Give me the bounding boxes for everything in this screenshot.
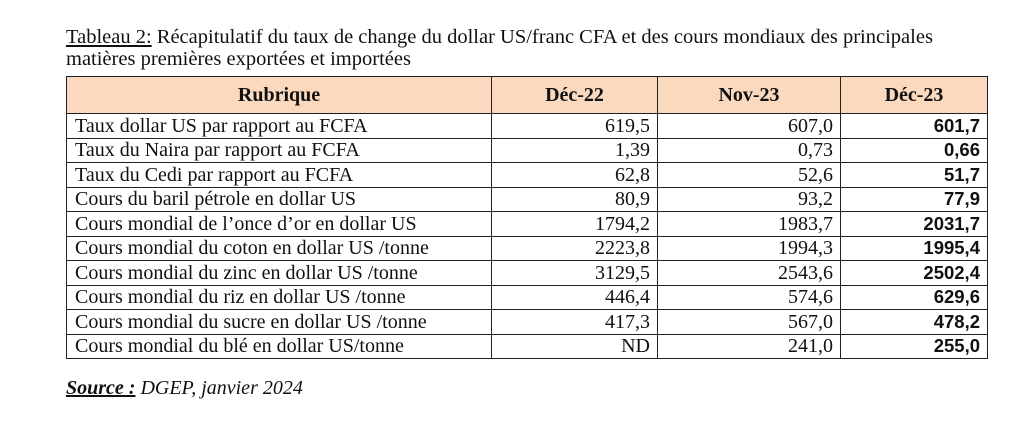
- caption-label: Tableau 2:: [66, 26, 152, 48]
- row-label-cell: Cours mondial de l’once d’or en dollar US: [67, 212, 492, 237]
- value-cell: 0,73: [658, 138, 841, 163]
- exchange-rates-table: [66, 76, 988, 359]
- value-cell: 619,5: [492, 114, 658, 139]
- value-cell: 3129,5: [492, 261, 658, 286]
- table-row: [67, 138, 988, 163]
- source-text: DGEP, janvier 2024: [135, 377, 303, 399]
- table-header-row: [67, 77, 988, 114]
- value-cell: 2031,7: [841, 212, 988, 237]
- row-label-cell: Cours mondial du zinc en dollar US /tonne: [67, 261, 492, 286]
- table-row: [67, 310, 988, 335]
- row-label-cell: Cours mondial du sucre en dollar US /tonne: [67, 310, 492, 335]
- value-cell: 77,9: [841, 187, 988, 212]
- source-note: [66, 377, 303, 400]
- value-cell: 0,66: [841, 138, 988, 163]
- value-cell: 51,7: [841, 163, 988, 188]
- value-cell: 567,0: [658, 310, 841, 335]
- source-label: Source :: [66, 377, 136, 399]
- row-label-cell: Cours mondial du riz en dollar US /tonne: [67, 285, 492, 310]
- row-label-cell: Cours mondial du blé en dollar US/tonne: [67, 334, 492, 359]
- caption-text: Récapitulatif du taux de change du dollar US/franc CFA et des cours mondiaux des principales matières premières exportées et importées: [66, 26, 933, 70]
- table-row: [67, 334, 988, 359]
- row-label-cell: Cours mondial du coton en dollar US /tonne: [67, 236, 492, 261]
- value-cell: 80,9: [492, 187, 658, 212]
- value-cell: 93,2: [658, 187, 841, 212]
- value-cell: 1995,4: [841, 236, 988, 261]
- table-row: [67, 163, 988, 188]
- row-label-cell: Taux du Cedi par rapport au FCFA: [67, 163, 492, 188]
- row-label-cell: Taux du Naira par rapport au FCFA: [67, 138, 492, 163]
- header-dec-23: Déc-23: [841, 77, 988, 114]
- header-dec-22: Déc-22: [492, 77, 658, 114]
- row-label-cell: Taux dollar US par rapport au FCFA: [67, 114, 492, 139]
- value-cell: 1,39: [492, 138, 658, 163]
- value-cell: 478,2: [841, 310, 988, 335]
- value-cell: 2502,4: [841, 261, 988, 286]
- table-row: [67, 236, 988, 261]
- value-cell: 52,6: [658, 163, 841, 188]
- value-cell: 255,0: [841, 334, 988, 359]
- value-cell: 62,8: [492, 163, 658, 188]
- value-cell: ND: [492, 334, 658, 359]
- table-body: [67, 114, 988, 359]
- value-cell: 629,6: [841, 285, 988, 310]
- header-nov-23: Nov-23: [658, 77, 841, 114]
- table-row: [67, 114, 988, 139]
- value-cell: 446,4: [492, 285, 658, 310]
- table-row: [67, 212, 988, 237]
- table-row: [67, 261, 988, 286]
- value-cell: 607,0: [658, 114, 841, 139]
- table-row: [67, 187, 988, 212]
- header-rubrique: Rubrique: [67, 77, 492, 114]
- table-row: [67, 285, 988, 310]
- value-cell: 417,3: [492, 310, 658, 335]
- value-cell: 574,6: [658, 285, 841, 310]
- value-cell: 2543,6: [658, 261, 841, 286]
- value-cell: 2223,8: [492, 236, 658, 261]
- value-cell: 601,7: [841, 114, 988, 139]
- value-cell: 1794,2: [492, 212, 658, 237]
- table-caption: [66, 26, 966, 70]
- value-cell: 1983,7: [658, 212, 841, 237]
- row-label-cell: Cours du baril pétrole en dollar US: [67, 187, 492, 212]
- value-cell: 241,0: [658, 334, 841, 359]
- value-cell: 1994,3: [658, 236, 841, 261]
